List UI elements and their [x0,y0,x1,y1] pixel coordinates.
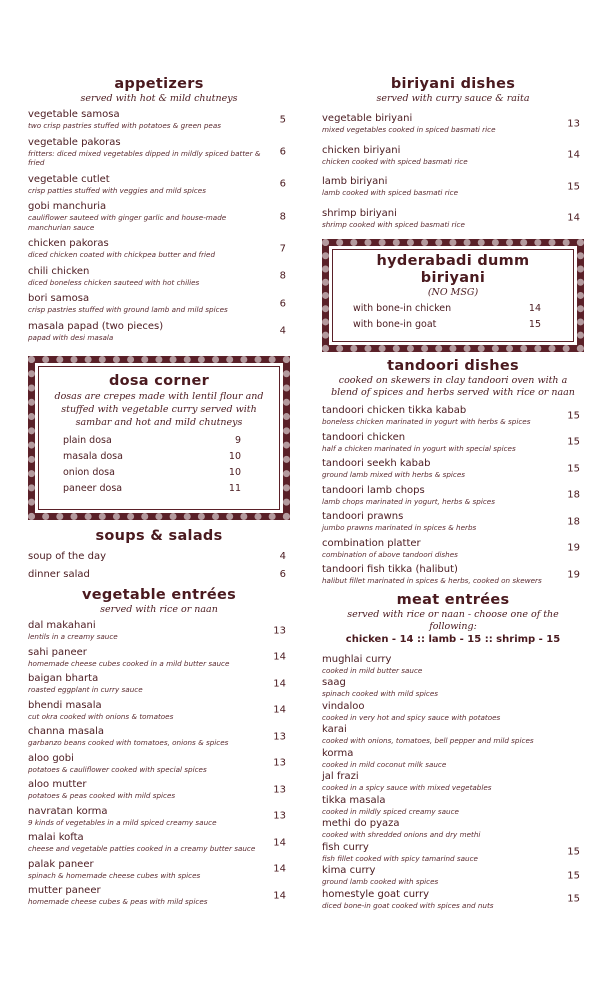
decorative-border [28,356,290,520]
decorative-border [322,239,584,352]
item-name: masala papad (two pieces) [28,320,164,332]
biriyani-section [322,76,584,229]
item-name: bori samosa [28,293,90,304]
item-price: 14 [273,890,286,902]
section-subtitle: (NO MSG) [427,287,479,298]
item-description: ground lamb mixed with herbs & spices [322,470,466,479]
item-price: 14 [273,863,286,875]
menu-item [322,511,584,533]
section-title: dosa corner [108,373,210,389]
item-price: 15 [567,846,580,858]
menu-item [322,405,584,427]
menu-item [322,145,584,167]
menu-item [28,266,290,288]
item-price: 13 [273,625,286,637]
item-name: tandoori chicken [322,431,406,443]
item-list [28,109,290,342]
menu-item [28,885,290,907]
item-description: lamb chops marinated in yogurt, herbs & spices [322,496,495,506]
item-price: 6 [279,298,286,310]
item-name: aloo gobi [28,752,74,764]
item-name: shrimp biriyani [322,207,397,219]
item-name: tandoori chicken tikka kabab [322,405,467,416]
item-price: 10 [228,451,241,462]
item-description: 9 kinds of vegetables in a mild spiced creamy sauce [28,817,217,827]
item-name: kima curry [322,865,376,876]
item-price: 14 [273,678,286,690]
item-description: chicken cooked with spiced basmati rice [322,156,468,166]
item-price: 13 [273,810,286,822]
item-name: malai kofta [28,832,84,843]
right-column [322,76,584,912]
appetizers-section [28,76,290,342]
menu-item [28,201,290,232]
item-price: 13 [273,757,286,769]
menu-item [322,208,584,230]
item-list [28,620,290,907]
section-subtitle: served with rice or naan [100,604,218,615]
menu-item [28,647,290,669]
menu-item [322,818,584,840]
menu-item [28,779,290,801]
menu-item [322,564,584,586]
menu-item [28,700,290,722]
menu-item [28,109,290,131]
item-name: vegetable pakoras [28,136,121,148]
section-title: hyderabadi dumm biriyani [376,253,530,286]
item-description: crisp patties stuffed with veggies and mild spices [28,185,206,195]
item-name: bhendi masala [28,699,102,711]
item-name: saag [322,677,346,688]
menu-item [28,174,290,196]
item-description: garbanzo beans cooked with tomatoes, onions & spices [28,738,229,747]
dosa-corner-section [28,356,290,520]
menu-item [28,551,290,563]
item-name: with bone-in goat [353,319,437,330]
item-price: 6 [279,569,286,580]
menu-item [353,319,541,331]
section-title: meat entrées [396,591,510,608]
item-price: 14 [567,212,580,224]
item-name: chicken biriyani [322,144,401,156]
menu-item [28,753,290,775]
item-description: cooked with shredded onions and dry methi [322,830,481,839]
section-subtitle: cooked on skewers in clay tandoori oven with a blend of spices and herbs served with rice or naan [331,375,575,398]
menu-item [322,538,584,560]
section-title: tandoori dishes [387,358,519,374]
menu-item [28,859,290,881]
menu-item [322,748,584,770]
item-price: 18 [567,489,580,501]
item-description: shrimp cooked with spiced basmati rice [322,219,465,229]
soups-salads-section [28,528,290,581]
item-price: 15 [567,436,580,448]
item-name: vegetable samosa [28,109,120,120]
item-price: 14 [273,651,286,663]
item-price: 4 [279,325,286,337]
menu-item [322,865,584,887]
section-title: vegetable entrées [81,587,237,603]
meat-entrees-section [322,592,584,911]
item-name: vegetable biriyani [322,113,413,124]
item-description: half a chicken marinated in yogurt with special spices [322,443,516,453]
item-description: cooked in a spicy sauce with mixed vegetables [322,783,492,792]
item-price: 13 [273,784,286,796]
item-price: 6 [279,146,286,158]
item-description: potatoes & peas cooked with mild spices [28,791,176,800]
menu-item [28,137,290,168]
item-description: cooked in very hot and spicy sauce with potatoes [322,712,501,722]
item-name: tandoori seekh kabab [322,458,431,469]
item-name: korma [322,747,354,759]
item-description: ground lamb cooked with spices [322,877,439,886]
item-list [343,303,563,331]
menu-item [28,293,290,315]
item-name: vegetable cutlet [28,173,110,185]
item-name: lamb biriyani [322,176,388,187]
item-name: mutter paneer [28,885,101,896]
menu-item [63,483,241,495]
item-description: homemade cheese cubes cooked in a mild butter sauce [28,658,230,668]
item-description: lentils in a creamy sauce [28,632,118,641]
menu-item [322,701,584,723]
menu-item [63,467,241,479]
item-price: 4 [279,551,286,562]
hyderabadi-dumm-section [322,239,584,352]
item-price: 14 [528,303,541,314]
item-name: paneer dosa [63,483,123,494]
item-name: combination platter [322,537,421,549]
menu-item [322,485,584,507]
item-price: 15 [567,181,580,193]
item-price: 5 [279,114,286,126]
item-list [28,551,290,581]
item-price: 18 [567,516,580,528]
item-price: 6 [279,178,286,190]
item-description: crisp pastries stuffed with ground lamb and mild spices [28,305,228,314]
item-price: 8 [279,270,286,282]
item-name: navratan korma [28,805,108,817]
item-description: cooked in mildly spiced creamy sauce [322,806,459,816]
item-name: tikka masala [322,794,386,806]
item-price: 15 [567,410,580,422]
menu-item [28,806,290,828]
item-description: cooked with onions, tomatoes, bell pepper and mild spices [322,736,534,745]
item-price: 14 [273,837,286,849]
item-price: 13 [567,118,580,130]
item-description: roasted eggplant in curry sauce [28,685,143,694]
section-subtitle: dosas are crepes made with lentil flour and stuffed with vegetable curry served with sambar and hot and mild chutneys [54,391,264,428]
menu-item [28,620,290,642]
item-description: diced boneless chicken sauteed with hot chilies [28,277,200,287]
item-description: cooked in mild butter sauce [322,665,423,675]
menu-item [322,724,584,746]
item-name: methi do pyaza [322,818,400,829]
item-description: cooked in mild coconut milk sauce [322,759,447,769]
item-name: channa masala [28,726,105,737]
menu-item [63,451,241,463]
item-description: diced bone-in goat cooked with spices and nuts [322,900,494,910]
item-name: gobi manchuria [28,201,107,212]
item-list [322,405,584,586]
item-description: potatoes & cauliflower cooked with special spices [28,764,207,774]
item-price: 14 [273,704,286,716]
item-price: 15 [567,893,580,905]
menu-item [28,832,290,854]
item-price: 10 [228,467,241,478]
item-name: tandoori fish tikka (halibut) [322,564,458,575]
menu-item [322,113,584,135]
section-title: appetizers [114,76,204,92]
section-subtitle: served with hot & mild chutneys [80,93,238,104]
item-name: chicken pakoras [28,238,109,249]
item-name: tandoori lamb chops [322,484,425,496]
item-list [49,435,269,495]
item-price: 19 [567,542,580,554]
menu-item [322,677,584,699]
item-description: mixed vegetables cooked in spiced basmati rice [322,125,496,134]
item-name: baigan bharta [28,673,99,684]
item-description: cauliflower sauteed with ginger garlic and house-made manchurian sauce [28,213,227,232]
item-price: 13 [273,731,286,743]
item-description: halibut fillet marinated in spices & herbs, cooked on skewers [322,576,542,585]
item-description: spinach cooked with mild spices [322,689,439,698]
item-name: fish curry [322,841,369,853]
menu-item [353,303,541,315]
item-price: 15 [567,870,580,882]
item-name: dinner salad [28,569,90,580]
section-title: biriyani dishes [390,76,516,92]
item-name: aloo mutter [28,779,87,790]
item-name: karai [322,724,347,735]
item-description: lamb cooked with spiced basmati rice [322,188,459,197]
item-list [322,654,584,911]
menu-item [28,673,290,695]
menu-item [63,435,241,447]
item-name: onion dosa [63,467,115,478]
menu-item [28,321,290,343]
item-price: 19 [567,569,580,581]
section-subtitle: served with curry sauce & raita [376,93,530,104]
item-name: sahi paneer [28,646,87,658]
menu-item [322,654,584,676]
menu-item [28,569,290,581]
item-name: homestyle goat curry [322,888,430,900]
menu-item [322,889,584,911]
menu-item [322,795,584,817]
item-name: with bone-in chicken [353,303,452,314]
item-price: 15 [528,319,541,330]
menu-item [322,176,584,198]
item-description: combination of above tandoori dishes [322,549,458,559]
item-description: fritters: diced mixed vegetables dipped in mildly spiced batter & fried [28,148,261,167]
item-description: cheese and vegetable patties cooked in a creamy butter sauce [28,844,256,853]
item-name: tandoori prawns [322,511,404,522]
menu-item [28,238,290,260]
left-column [28,76,290,912]
item-description: papad with desi masala [28,332,114,342]
item-description: jumbo prawns marinated in spices & herbs [322,523,477,532]
item-price: 11 [228,483,241,494]
menu-item [322,458,584,480]
item-list [322,113,584,229]
item-description: spinach & homemade cheese cubes with spices [28,870,201,880]
item-description: boneless chicken marinated in yogurt with herbs & spices [322,417,531,426]
item-description: two crisp pastries stuffed with potatoes & green peas [28,121,221,130]
item-description: fish fillet cooked with spicy tamarind sauce [322,853,478,863]
tandoori-section [322,358,584,586]
item-description: homemade cheese cubes & peas with mild spices [28,897,208,906]
item-description: cut okra cooked with onions & tomatoes [28,711,174,721]
item-name: masala dosa [63,451,123,462]
section-title: soups & salads [95,528,223,544]
menu-item [322,771,584,793]
item-description: diced chicken coated with chickpea butter and fried [28,250,216,259]
item-price: 7 [279,243,286,255]
menu-item [322,432,584,454]
item-name: jal frazi [322,771,359,782]
item-name: palak paneer [28,858,94,870]
vegetable-entrees-section [28,587,290,907]
item-price: 14 [567,149,580,161]
item-name: mughlai curry [322,653,392,665]
menu-item [322,842,584,864]
item-price: 8 [279,211,286,222]
item-name: chili chicken [28,265,90,277]
item-price: 15 [567,463,580,475]
menu-item [28,726,290,748]
section-subtitle: served with rice or naan - choose one of the following: [347,608,559,632]
item-name: vindaloo [322,700,365,712]
item-price: 9 [234,435,241,446]
meat-prices: chicken - 14 :: lamb - 15 :: shrimp - 15 [345,633,561,645]
item-name: dal makahani [28,620,96,631]
item-name: soup of the day [28,551,106,562]
item-name: plain dosa [63,435,112,446]
